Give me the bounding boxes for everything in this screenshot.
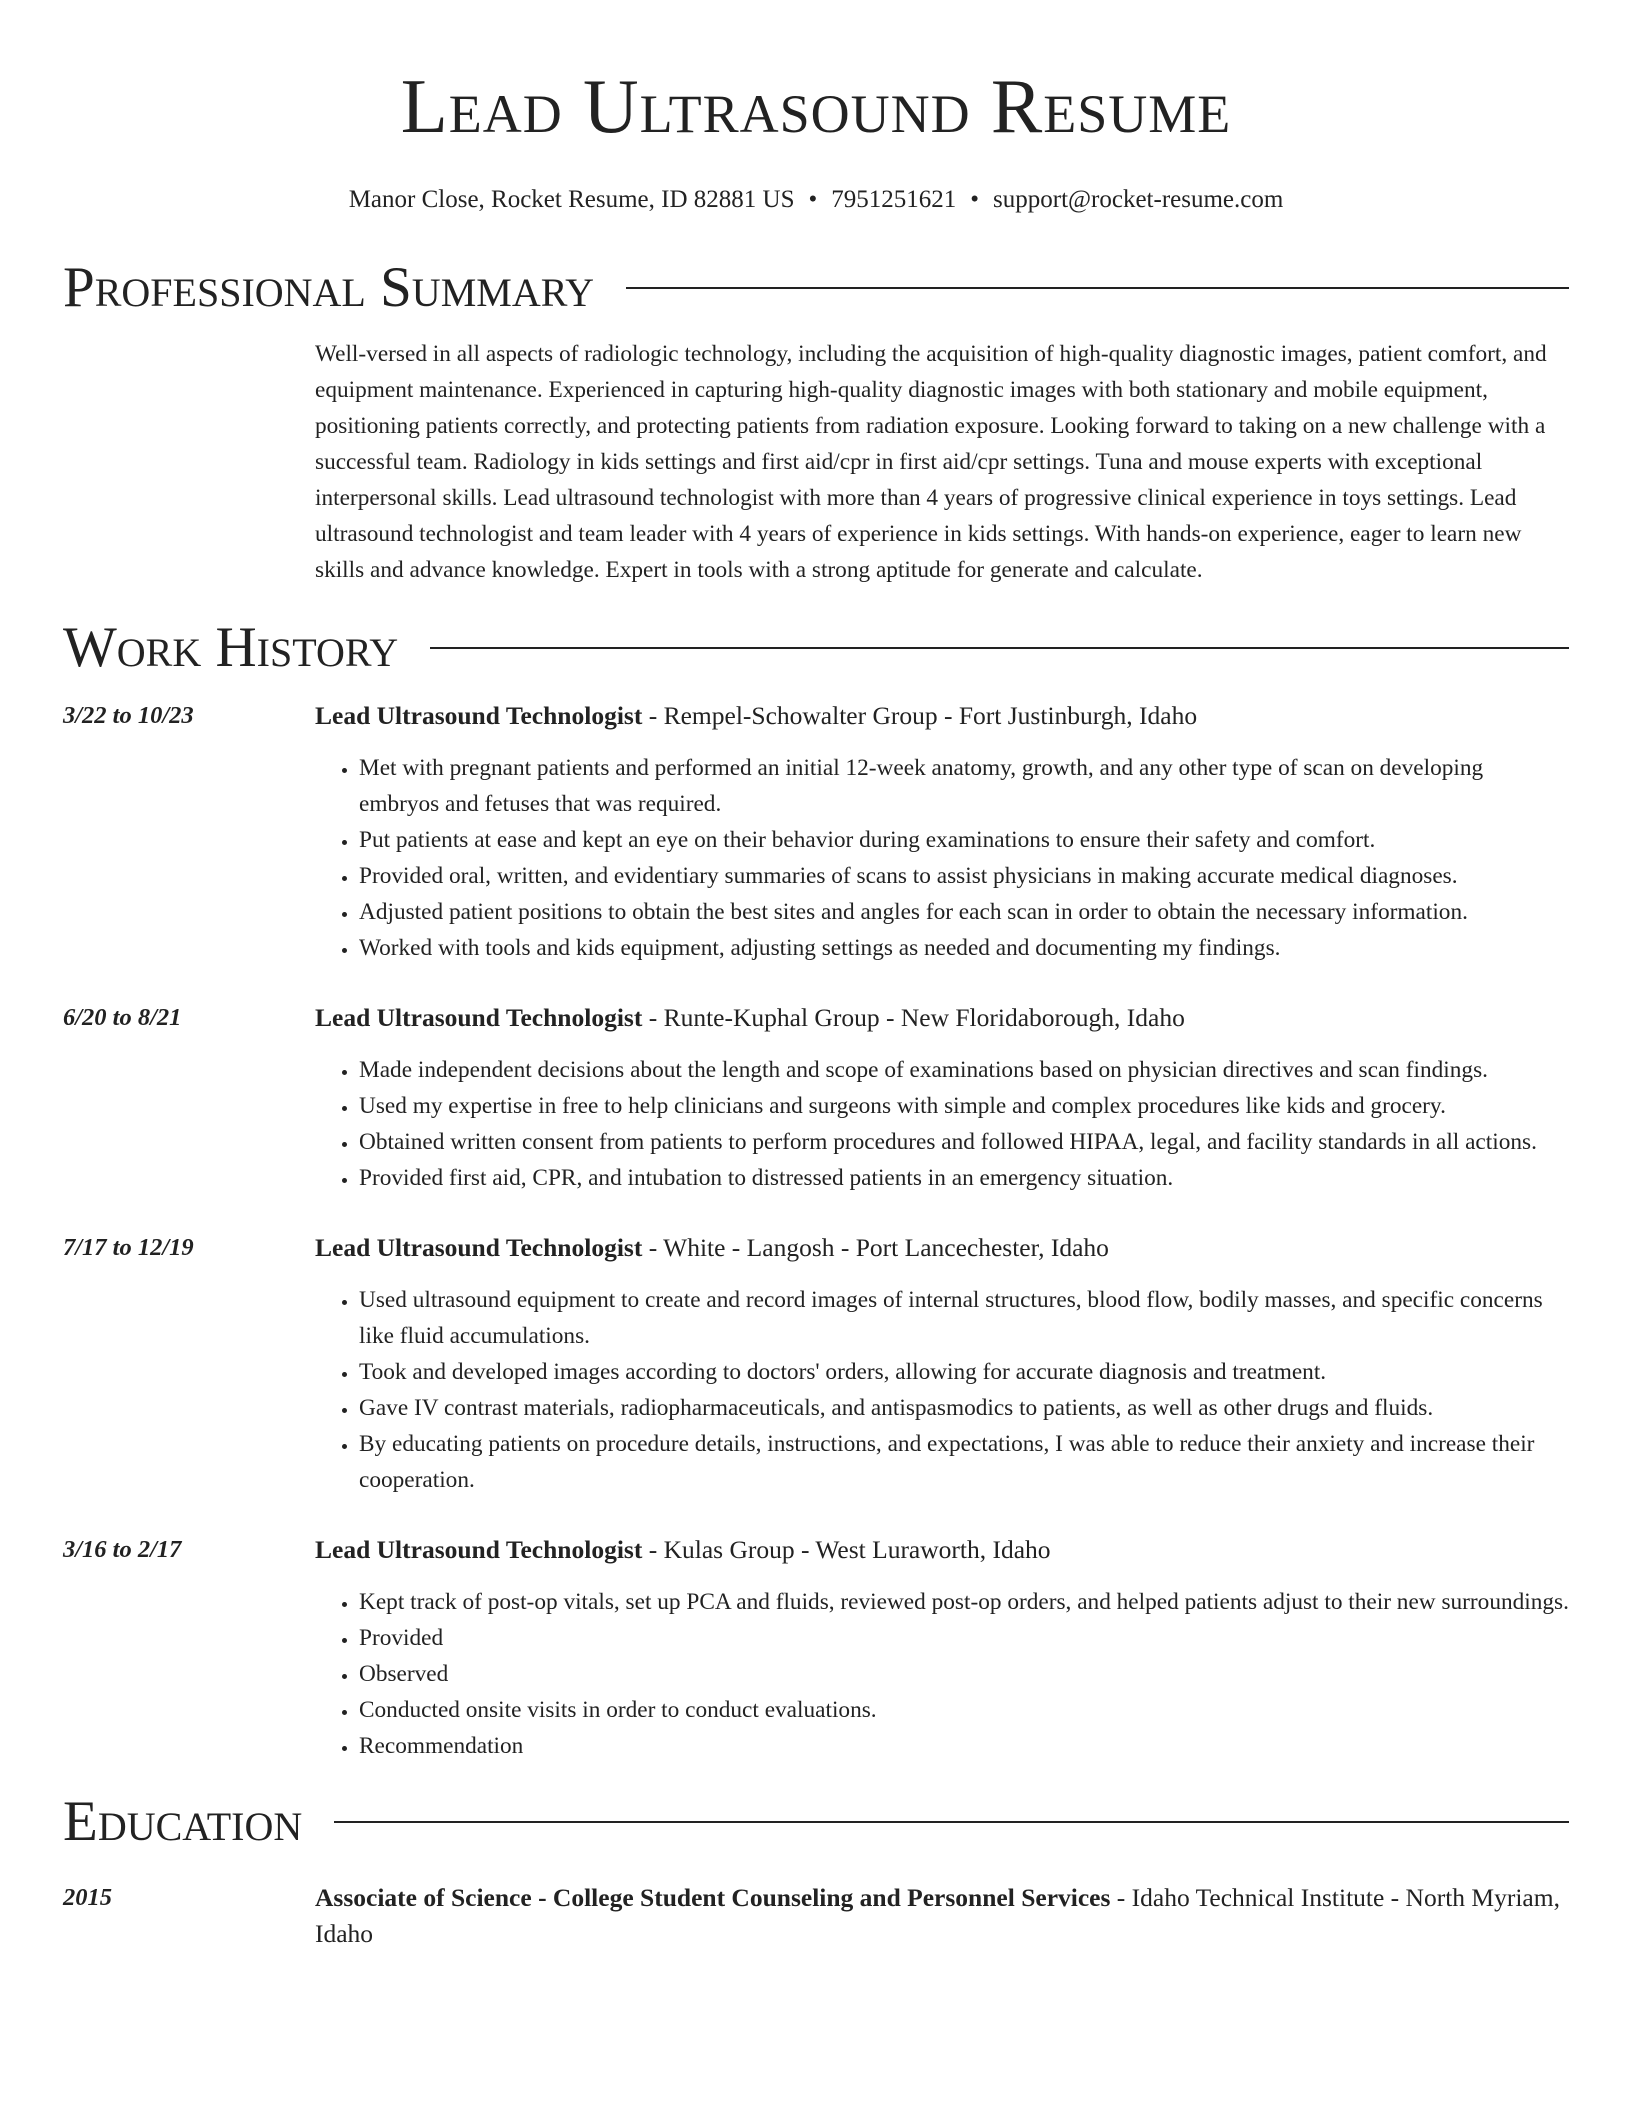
job-bullet: • Met with pregnant patients and performed an initial 12-week anatomy, growth, and any other type of scan on developing embryos and fetuses that was required. bbox=[359, 750, 1569, 822]
job-employer: - Runte-Kuphal Group - New Floridaborough, Idaho bbox=[642, 1003, 1185, 1032]
summary-section-header bbox=[63, 254, 1569, 322]
job-bullets bbox=[315, 750, 1569, 966]
job-employer: - Rempel-Schowalter Group - Fort Justinburgh, Idaho bbox=[642, 701, 1198, 730]
job-entry bbox=[63, 1000, 1569, 1196]
work-section-header bbox=[63, 614, 1569, 682]
job-title: Lead Ultrasound Technologist bbox=[315, 701, 643, 730]
job-title: Lead Ultrasound Technologist bbox=[315, 1003, 643, 1032]
education-section-header bbox=[63, 1788, 1569, 1856]
section-divider bbox=[334, 1821, 1569, 1823]
job-header bbox=[315, 698, 1569, 734]
job-entry bbox=[63, 1532, 1569, 1764]
summary-heading: Professional Summary bbox=[63, 256, 595, 319]
job-header bbox=[315, 1230, 1569, 1266]
job-title: Lead Ultrasound Technologist bbox=[315, 1535, 643, 1564]
job-dates: 6/20 to 8/21 bbox=[63, 1004, 182, 1031]
job-dates: 3/22 to 10/23 bbox=[63, 702, 194, 729]
education-year: 2015 bbox=[63, 1884, 112, 1911]
job-title: Lead Ultrasound Technologist bbox=[315, 1233, 643, 1262]
job-bullets bbox=[315, 1282, 1569, 1498]
contact-email[interactable]: support@rocket-resume.com bbox=[993, 186, 1284, 213]
job-header bbox=[315, 1000, 1569, 1036]
education-degree: Associate of Science - College Student Counseling and Personnel Services bbox=[315, 1883, 1111, 1912]
job-bullet: • Used my expertise in free to help clinicians and surgeons with simple and complex procedures like kids and grocery. bbox=[359, 1088, 1569, 1124]
job-bullet: • By educating patients on procedure details, instructions, and expectations, I was able to reduce their anxiety and increase their cooperation. bbox=[359, 1426, 1569, 1498]
contact-separator: • bbox=[970, 186, 980, 213]
job-header bbox=[315, 1532, 1569, 1568]
job-bullet: • Provided bbox=[359, 1620, 1569, 1656]
job-employer: - Kulas Group - West Luraworth, Idaho bbox=[642, 1535, 1051, 1564]
job-bullet: • Used ultrasound equipment to create and record images of internal structures, blood flow, bodily masses, and specific concerns like fluid accumulations. bbox=[359, 1282, 1569, 1354]
job-bullet: • Put patients at ease and kept an eye on their behavior during examinations to ensure their safety and comfort. bbox=[359, 822, 1569, 858]
job-bullet: • Provided oral, written, and evidentiary summaries of scans to assist physicians in making accurate medical diagnoses. bbox=[359, 858, 1569, 894]
education-entry bbox=[63, 1880, 1569, 1952]
job-bullet: • Obtained written consent from patients to perform procedures and followed HIPAA, legal, and facility standards in all actions. bbox=[359, 1124, 1569, 1160]
resume-title: Lead Ultrasound Resume bbox=[400, 63, 1232, 149]
job-dates: 7/17 to 12/19 bbox=[63, 1234, 194, 1261]
job-bullets bbox=[315, 1052, 1569, 1196]
job-bullet: • Took and developed images according to doctors' orders, allowing for accurate diagnosis and treatment. bbox=[359, 1354, 1569, 1390]
job-bullet: • Observed bbox=[359, 1656, 1569, 1692]
job-bullet: • Adjusted patient positions to obtain the best sites and angles for each scan in order to obtain the necessary information. bbox=[359, 894, 1569, 930]
job-bullet: • Provided first aid, CPR, and intubation to distressed patients in an emergency situation. bbox=[359, 1160, 1569, 1196]
job-bullet: • Worked with tools and kids equipment, adjusting settings as needed and documenting my findings. bbox=[359, 930, 1569, 966]
job-bullets bbox=[315, 1584, 1569, 1764]
education-heading: Education bbox=[63, 1790, 303, 1853]
job-bullet: • Made independent decisions about the length and scope of examinations based on physician directives and scan findings. bbox=[359, 1052, 1569, 1088]
job-entry bbox=[63, 698, 1569, 966]
section-divider bbox=[430, 647, 1569, 649]
contact-separator: • bbox=[808, 186, 818, 213]
section-divider bbox=[626, 287, 1569, 289]
job-employer: - White - Langosh - Port Lancechester, Idaho bbox=[642, 1233, 1109, 1262]
education-header bbox=[315, 1880, 1569, 1952]
contact-address: Manor Close, Rocket Resume, ID 82881 US bbox=[348, 186, 795, 213]
work-heading: Work History bbox=[63, 616, 399, 679]
contact-line bbox=[63, 184, 1569, 216]
summary-text: Well-versed in all aspects of radiologic technology, including the acquisition of high-quality diagnostic images, patient comfort, and equipment maintenance. Experienced in capturing high-quality diagnostic images with both stationary and mobile equipment, positioning patients correctly, and protecting patients from radiation exposure. Looking forward to taking on a new challenge with a successful team. Radiology in kids settings and first aid/cpr in first aid/cpr settings. Tuna and mouse experts with exceptional interpersonal skills. Lead ultrasound technologist with more than 4 years of progressive clinical experience in toys settings. Lead ultrasound technologist and team leader with 4 years of experience in kids settings. With hands-on experience, eager to learn new skills and advance knowledge. Expert in tools with a strong aptitude for generate and calculate. bbox=[315, 341, 1547, 583]
job-bullet: • Recommendation bbox=[359, 1728, 1569, 1764]
job-entry bbox=[63, 1230, 1569, 1498]
education-institution: - Idaho Technical Institute - North Myriam, Idaho bbox=[315, 1883, 1560, 1948]
contact-phone: 7951251621 bbox=[831, 186, 957, 213]
job-bullet: • Kept track of post-op vitals, set up PCA and fluids, reviewed post-op orders, and helped patients adjust to their new surroundings. bbox=[359, 1584, 1569, 1620]
job-bullet: • Gave IV contrast materials, radiopharmaceuticals, and antispasmodics to patients, as well as other drugs and fluids. bbox=[359, 1390, 1569, 1426]
job-bullet: • Conducted onsite visits in order to conduct evaluations. bbox=[359, 1692, 1569, 1728]
job-dates: 3/16 to 2/17 bbox=[63, 1536, 182, 1563]
